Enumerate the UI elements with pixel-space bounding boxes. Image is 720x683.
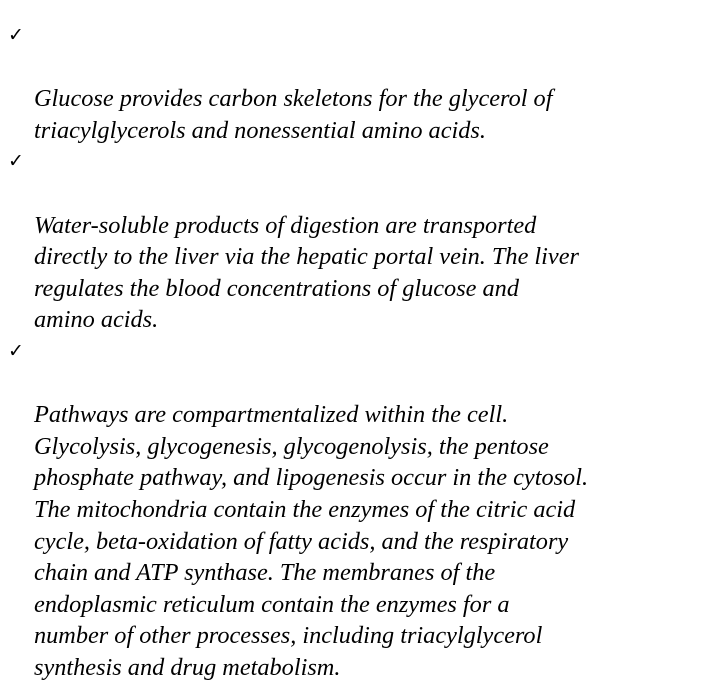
- checkmark-icon: ✓: [8, 24, 24, 46]
- bullet-item-glucose: [8, 20, 720, 146]
- bullet-text: Water-soluble products of digestion are transported directly to the liver via the hepatic portal vein. The liver regulates the blood concentrations of glucose and amino acids.: [34, 211, 579, 334]
- bullet-item-pathways: [8, 336, 720, 683]
- bullet-text: Pathways are compartmentalized within the cell. Glycolysis, glycogenesis, glycogenolysis, the pentose phosphate pathway, and lipogenesis occur in the cytosol. The mitochondria contain the enzymes of the citric acid cycle, beta-oxidation of fatty acids, and the respiratory chain and ATP synthase. The membranes of the endoplasmic reticulum contain the enzymes for a number of other processes, including triacylglycerol synthesis and drug metabolism.: [34, 401, 589, 681]
- checkmark-icon: ✓: [8, 339, 24, 362]
- bullet-list: [8, 20, 720, 683]
- bullet-text: Glucose provides carbon skeletons for the glycerol of triacylglycerols and nonessential amino acids.: [34, 85, 553, 144]
- checkmark-icon: ✓: [8, 150, 24, 173]
- bullet-item-water-soluble: [8, 146, 720, 336]
